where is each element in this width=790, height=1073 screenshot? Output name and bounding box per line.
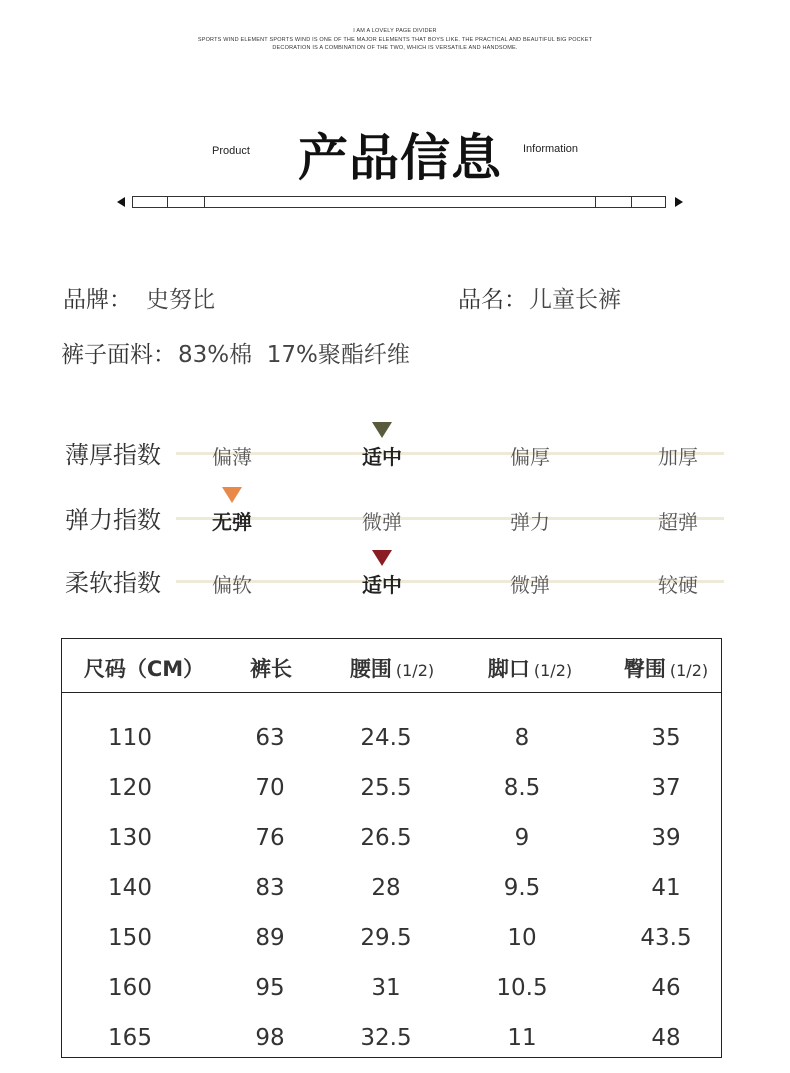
index-marker-icon bbox=[372, 550, 392, 566]
table-cell: 110 bbox=[108, 725, 152, 751]
fabric-info bbox=[61, 336, 410, 369]
table-cell: 140 bbox=[108, 875, 152, 901]
page-title: 产品信息 bbox=[298, 129, 502, 187]
brand-label: 品牌： bbox=[63, 287, 132, 313]
index-marker-icon bbox=[222, 487, 242, 503]
index-option: 微弹 bbox=[362, 510, 402, 534]
size-table bbox=[61, 638, 722, 1058]
elasticity-index bbox=[0, 500, 790, 540]
table-cell: 120 bbox=[108, 775, 152, 801]
arrow-left-icon bbox=[117, 197, 125, 207]
table-cell: 9.5 bbox=[503, 875, 541, 901]
header-waist: 腰围 (1/2) bbox=[349, 657, 435, 681]
header-length: 裤长 bbox=[250, 657, 292, 681]
table-row bbox=[62, 825, 721, 855]
table-cell: 48 bbox=[651, 1025, 681, 1051]
table-cell: 46 bbox=[651, 975, 681, 1001]
index-option: 弹力 bbox=[510, 510, 550, 534]
thickness-index-label: 薄厚指数 bbox=[65, 441, 161, 469]
table-cell: 35 bbox=[651, 725, 681, 751]
table-cell: 130 bbox=[108, 825, 152, 851]
table-cell: 83 bbox=[255, 875, 285, 901]
product-word: Product bbox=[212, 145, 250, 157]
track-divider bbox=[595, 197, 596, 207]
track-divider bbox=[204, 197, 205, 207]
table-cell: 29.5 bbox=[360, 925, 412, 951]
index-option: 微弹 bbox=[510, 573, 550, 597]
index-track bbox=[176, 517, 724, 520]
table-cell: 10.5 bbox=[496, 975, 548, 1001]
index-option: 适中 bbox=[362, 573, 402, 597]
table-cell: 39 bbox=[651, 825, 681, 851]
table-cell: 26.5 bbox=[360, 825, 412, 851]
index-option: 偏软 bbox=[212, 573, 252, 597]
table-cell: 76 bbox=[255, 825, 285, 851]
table-row bbox=[62, 975, 721, 1005]
information-word: Information bbox=[523, 143, 579, 155]
divider-line-2: SPORTS WIND ELEMENT SPORTS WIND IS ONE OF THE MAJOR ELEMENTS THAT BOYS LIKE. THE PRACTICAL AND BEAUTIFUL BIG POCKET bbox=[197, 36, 593, 43]
decorative-scrollbar bbox=[117, 196, 683, 208]
table-cell: 24.5 bbox=[360, 725, 412, 751]
table-row bbox=[62, 725, 721, 755]
table-cell: 9 bbox=[514, 825, 530, 851]
brand-info bbox=[63, 281, 215, 314]
index-option: 适中 bbox=[362, 445, 402, 469]
scroll-track bbox=[132, 196, 666, 208]
softness-index bbox=[0, 563, 790, 603]
table-cell: 31 bbox=[371, 975, 401, 1001]
fabric-value: 83%棉 17%聚酯纤维 bbox=[178, 342, 410, 368]
table-cell: 70 bbox=[255, 775, 285, 801]
brand-value: 史努比 bbox=[146, 287, 215, 313]
table-row bbox=[62, 1025, 721, 1055]
index-option: 无弹 bbox=[212, 510, 252, 534]
index-option: 较硬 bbox=[658, 573, 698, 597]
divider-line-1: I AM A LOVELY PAGE DIVIDER bbox=[353, 28, 437, 34]
softness-index-label: 柔软指数 bbox=[65, 569, 161, 597]
table-cell: 95 bbox=[255, 975, 285, 1001]
product-name-label: 品名： bbox=[458, 287, 527, 313]
track-divider bbox=[631, 197, 632, 207]
page-divider-text bbox=[0, 27, 790, 53]
table-cell: 28 bbox=[371, 875, 401, 901]
product-name-info bbox=[458, 281, 621, 314]
table-cell: 32.5 bbox=[360, 1025, 412, 1051]
table-cell: 165 bbox=[108, 1025, 152, 1051]
table-cell: 43.5 bbox=[640, 925, 692, 951]
table-cell: 11 bbox=[507, 1025, 537, 1051]
table-cell: 25.5 bbox=[360, 775, 412, 801]
header-size: 尺码（CM） bbox=[83, 657, 205, 681]
index-option: 加厚 bbox=[658, 445, 698, 469]
table-row bbox=[62, 875, 721, 905]
header-leg-opening: 脚口 (1/2) bbox=[487, 657, 573, 681]
table-cell: 98 bbox=[255, 1025, 285, 1051]
table-cell: 160 bbox=[108, 975, 152, 1001]
table-cell: 8.5 bbox=[503, 775, 541, 801]
index-option: 偏厚 bbox=[510, 445, 550, 469]
arrow-right-icon bbox=[675, 197, 683, 207]
index-track bbox=[176, 452, 724, 455]
index-marker-icon bbox=[372, 422, 392, 438]
table-cell: 63 bbox=[255, 725, 285, 751]
table-cell: 8 bbox=[514, 725, 530, 751]
table-cell: 150 bbox=[108, 925, 152, 951]
divider-line-3: DECORATION IS A COMBINATION OF THE TWO, WHICH IS VERSATILE AND HANDSOME. bbox=[272, 45, 518, 51]
fabric-label: 裤子面料： bbox=[61, 342, 176, 368]
elasticity-index-label: 弹力指数 bbox=[65, 506, 161, 534]
track-divider bbox=[167, 197, 168, 207]
thickness-index bbox=[0, 435, 790, 475]
product-name-value: 儿童长裤 bbox=[529, 287, 621, 313]
index-track bbox=[176, 580, 724, 583]
table-row bbox=[62, 775, 721, 805]
table-cell: 41 bbox=[651, 875, 681, 901]
table-cell: 37 bbox=[651, 775, 681, 801]
table-cell: 10 bbox=[507, 925, 537, 951]
table-row bbox=[62, 925, 721, 955]
table-header bbox=[62, 639, 721, 693]
header-hip: 臀围 (1/2) bbox=[623, 657, 709, 681]
index-option: 超弹 bbox=[658, 510, 698, 534]
table-cell: 89 bbox=[255, 925, 285, 951]
index-option: 偏薄 bbox=[212, 445, 252, 469]
